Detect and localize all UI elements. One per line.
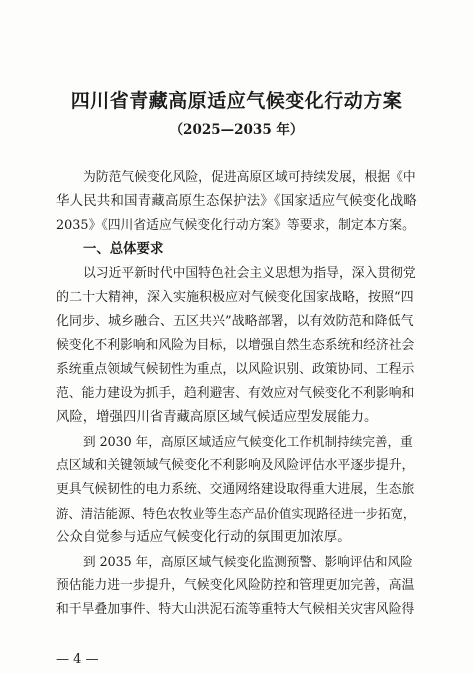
paragraph-line: 为防范气候变化风险，促进高原区域可持续发展，根据《中 bbox=[83, 170, 416, 185]
paragraph-line: 公众自觉参与适应气候变化行动的氛围更加浓厚。 bbox=[56, 530, 351, 545]
paragraph-line: 系统重点领域气候韧性为重点，以风险识别、政策协同、工程示 bbox=[56, 362, 415, 377]
paragraph-line: 更具气候韧性的电力系统、交通网络建设取得重大进展，生态旅 bbox=[56, 482, 415, 497]
paragraph-line: 候变化不利影响和风险为目标，以增强自然生态系统和经济社会 bbox=[56, 338, 415, 353]
paragraph-line: 游、清洁能源、特色农牧业等生态产品价值实现路径进一步拓宽， bbox=[56, 506, 416, 521]
paragraph-line: 点区域和关键领域气候变化不利影响及风险评估水平逐步提升， bbox=[56, 458, 415, 473]
paragraph-line: 到 2035 年，高原区域气候变化监测预警、影响评估和风险 bbox=[83, 554, 413, 569]
paragraph-line: 预估能力进一步提升，气候变化风险防控和管理更加完善，高温 bbox=[56, 578, 415, 593]
document-title: 四川省青藏高原适应气候变化行动方案 bbox=[70, 90, 403, 112]
paragraph-line: 以习近平新时代中国特色社会主义思想为指导，深入贯彻党 bbox=[83, 266, 416, 281]
paragraph-line: 范、能力建设为抓手，趋利避害、有效应对气候变化不利影响和 bbox=[56, 386, 415, 401]
paragraph-line: 的二十大精神，深入实施积极应对气候变化国家战略，按照“四 bbox=[56, 290, 414, 305]
paragraph-line: 风险，增强四川省青藏高原区域气候适应型发展能力。 bbox=[56, 410, 378, 425]
paragraph-line: 和干旱叠加事件、特大山洪泥石流等重特大气候相关灾害风险得 bbox=[56, 602, 415, 617]
paragraph-line: 华人民共和国青藏高原生态保护法》《国家适应气候变化战略 bbox=[56, 194, 418, 209]
paragraph-line: 到 2030 年，高原区域适应气候变化工作机制持续完善，重 bbox=[83, 434, 413, 449]
section-heading: 一、总体要求 bbox=[83, 242, 164, 257]
paragraph-line: 化同步、城乡融合、五区共兴”战略部署，以有效防范和降低气 bbox=[56, 314, 414, 329]
document-subtitle: （2025—2035 年） bbox=[169, 122, 304, 138]
paragraph-line: 2035》《四川省适应气候变化行动方案》等要求，制定本方案。 bbox=[56, 218, 415, 233]
page-number: — 4 — bbox=[56, 652, 99, 667]
